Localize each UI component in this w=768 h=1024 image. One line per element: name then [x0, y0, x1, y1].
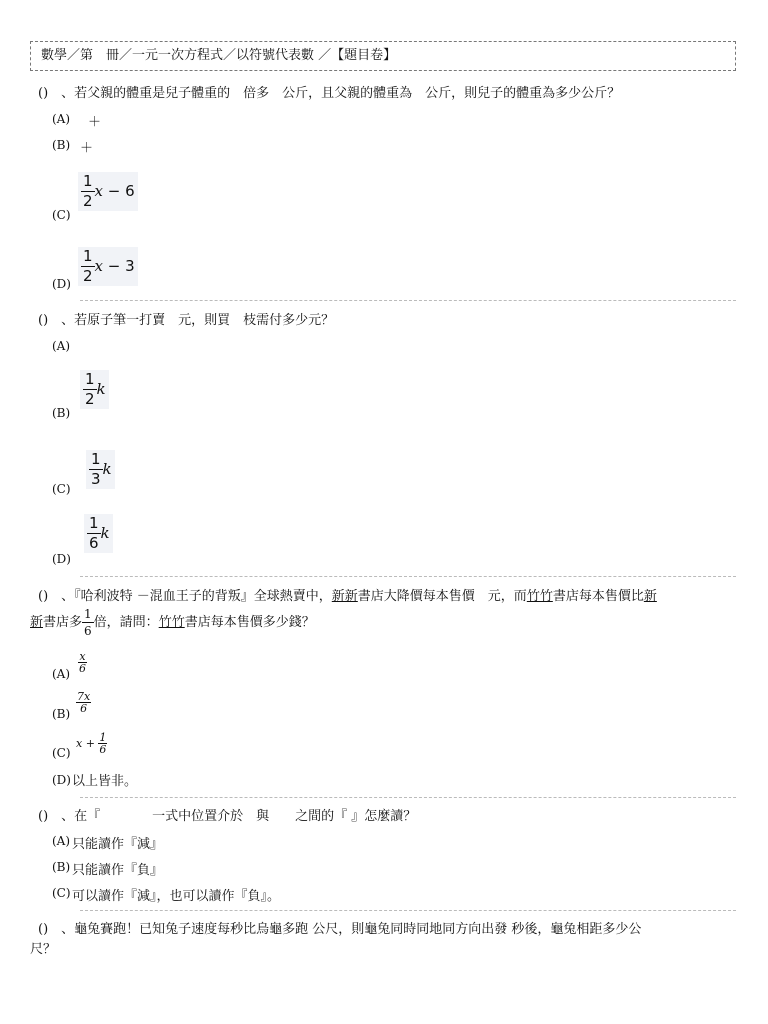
q3-c-denominator: 6	[99, 743, 107, 756]
q3-store-name-2: 竹竹	[526, 589, 553, 604]
q2-option-b-expression	[80, 370, 109, 409]
q2-b-variable: k	[96, 380, 106, 398]
q3-fraction-numerator: 1	[84, 607, 92, 621]
q3-store-name-4: 竹竹	[158, 615, 185, 630]
q1-option-b-label: (B)	[52, 138, 71, 152]
q3-option-b-label: (B)	[52, 707, 71, 721]
q1-c-denominator: 2	[83, 192, 93, 210]
q1-d-rest: − 3	[103, 257, 135, 275]
q3-line2-c: 書店每本售價多少錢？	[184, 615, 315, 630]
separator-3	[80, 797, 736, 798]
q3-a-numerator: x	[79, 650, 86, 663]
q2-d-denominator: 6	[89, 534, 99, 552]
q4-option-b-text: 只能讀作『負』	[72, 863, 164, 878]
worksheet-header	[30, 41, 736, 71]
q4-option-a-text: 只能讀作『減』	[72, 837, 164, 852]
q3-option-a-label: (A)	[52, 667, 71, 681]
q3-option-d-label: (D)	[52, 773, 71, 787]
q2-option-b-label: (B)	[52, 406, 71, 420]
q3-line1-a: () 、『哈利波特 －混血王子的背叛』全球熱賣中，	[38, 589, 332, 604]
q1-option-d-label: (D)	[52, 277, 71, 291]
q3-option-c-expression	[76, 732, 107, 755]
q2-option-c-expression	[86, 450, 115, 489]
q1-c-rest: − 6	[103, 182, 135, 200]
q1-option-c-expression	[78, 172, 138, 211]
q1-option-d-expression	[78, 247, 138, 286]
q3-option-d-text: 以上皆非。	[72, 774, 138, 789]
question-2-text: () 、若原子筆一打賣 元，則買 枝需付多少元？	[38, 313, 335, 328]
q1-d-variable: x	[94, 257, 104, 275]
q2-option-a-label: (A)	[52, 339, 71, 353]
q1-c-numerator: 1	[83, 172, 93, 190]
q3-line1-b: 書店大降價每本售價 元，而	[357, 589, 527, 604]
q4-option-a-label: (A)	[52, 834, 71, 848]
question-1-text: () 、若父親的體重是兒子體重的 倍多 公斤，且父親的體重為 公斤，則兒子的體重為多少公斤？	[38, 86, 621, 101]
separator-2	[80, 576, 736, 577]
question-3-line-2	[30, 608, 315, 637]
q3-line2-a: 書店多	[43, 615, 83, 630]
q2-option-d-label: (D)	[52, 552, 71, 566]
question-5-line-1: () 、龜兔賽跑！已知兔子速度每秒比烏龜多跑 公尺，則龜兔同時同地同方向出發 秒後，龜兔相距多少公	[38, 922, 642, 937]
q4-option-c-text: 可以讀作『減』，也可以讀作『負』。	[72, 889, 281, 904]
q2-b-denominator: 2	[85, 390, 95, 408]
header-title: 數學／第 冊／一元一次方程式／以符號代表數 ／【題目卷】	[41, 48, 397, 63]
q3-option-c-label: (C)	[52, 746, 71, 760]
q2-option-d-expression	[84, 514, 113, 553]
q3-b-numerator: 7x	[77, 690, 91, 703]
q2-d-numerator: 1	[89, 514, 99, 532]
q3-line2-b: 倍，請問：	[93, 615, 159, 630]
q3-c-prefix: x +	[76, 737, 99, 750]
q1-c-variable: x	[94, 182, 104, 200]
q2-option-c-label: (C)	[52, 482, 71, 496]
q1-option-a-text: ＋	[88, 115, 102, 130]
q1-d-numerator: 1	[83, 247, 93, 265]
q1-option-c-label: (C)	[52, 208, 71, 222]
q3-fraction-denominator: 6	[84, 624, 92, 638]
separator-1	[80, 300, 736, 301]
q2-d-variable: k	[100, 524, 110, 542]
q3-c-numerator: 1	[99, 731, 107, 744]
q3-option-a-expression	[78, 651, 87, 674]
q2-c-denominator: 3	[91, 470, 101, 488]
question-4-text: () 、在『 一式中位置介於 與 之間的『 』怎麼讀？	[38, 809, 417, 824]
q3-line1-c: 書店每本售價比	[552, 589, 644, 604]
q2-c-numerator: 1	[91, 450, 101, 468]
q4-option-c-label: (C)	[52, 886, 71, 900]
q3-store-name-3a: 新	[643, 589, 657, 604]
q3-store-name-3b: 新	[30, 615, 44, 630]
q3-b-denominator: 6	[80, 702, 88, 715]
separator-4	[80, 910, 736, 911]
q1-d-denominator: 2	[83, 267, 93, 285]
q4-option-b-label: (B)	[52, 860, 71, 874]
question-5-line-2: 尺？	[30, 942, 57, 957]
q2-b-numerator: 1	[85, 370, 95, 388]
q1-option-b-text: ＋	[80, 141, 94, 156]
q3-inline-fraction	[82, 608, 94, 637]
question-3-line-1	[38, 588, 657, 606]
q3-store-name-1: 新新	[331, 589, 358, 604]
q2-c-variable: k	[102, 460, 112, 478]
q1-option-a-label: (A)	[52, 112, 71, 126]
q3-option-b-expression	[76, 691, 91, 714]
q3-a-denominator: 6	[79, 662, 86, 675]
